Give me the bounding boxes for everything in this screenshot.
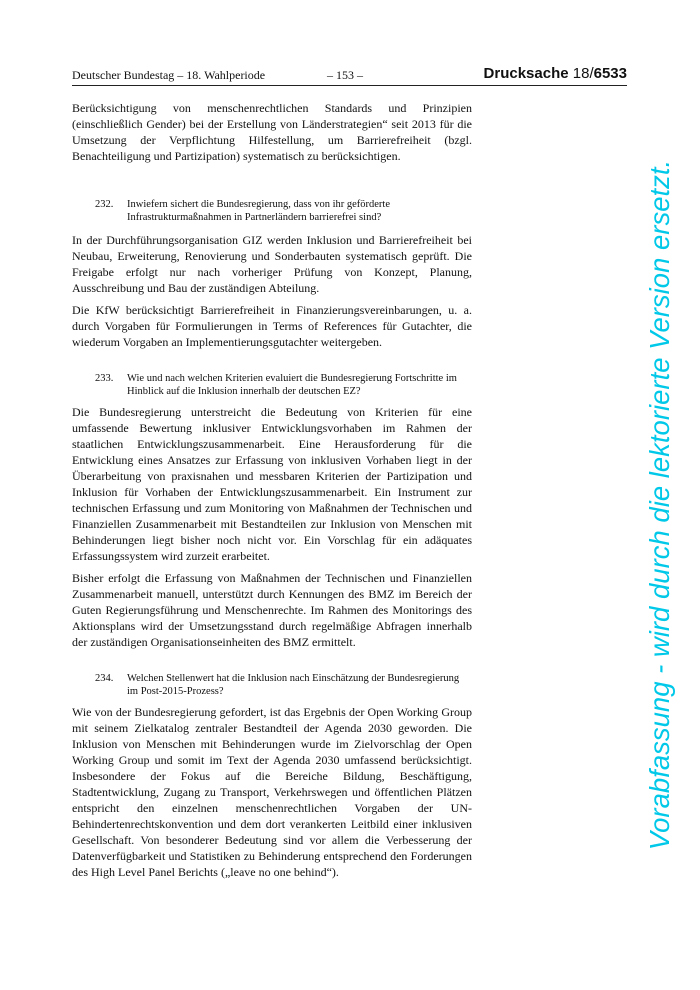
page-header <box>72 65 627 84</box>
header-doc-prefix: 18/ <box>572 65 594 82</box>
question-number: 234. <box>95 673 114 684</box>
question-number: 232. <box>95 199 114 210</box>
header-doc-label: Drucksache <box>483 65 569 82</box>
header-parliament: Deutscher Bundestag – 18. Wahlperiode <box>72 68 266 82</box>
question-text: Welchen Stellenwert hat die Inklusion nach Einschätzung der Bundesregierung im Post-2015-Prozess? <box>127 673 460 697</box>
watermark-text: Vorabfassung - wird durch die lektorierte Version ersetzt. <box>644 159 675 851</box>
question-number: 233. <box>95 373 114 384</box>
header-rule <box>72 85 627 86</box>
document-body <box>72 100 472 886</box>
question-232 <box>72 198 472 224</box>
paragraph: Bisher erfolgt die Erfassung von Maßnahmen der Technischen und Finanziellen Zusammenarbeit manuell, unterstützt durch Kennungen des BMZ im Bereich der Guten Regierungsführung und Menschenrechte. Im Rahmen des Monitorings des Aktionsplans wird der Umsetzungsstand durch regelmäßige Abfragen innerhalb der zuständigen Organisationseinheiten des BMZ ermittelt. <box>72 571 472 649</box>
header-doc-number: 6533 <box>593 65 627 82</box>
paragraph: Wie von der Bundesregierung gefordert, ist das Ergebnis der Open Working Group mit seinem Zielkatalog zentraler Bestandteil der Agenda 2030 geworden. Die Inklusion von Menschen mit Behinderungen wurde im Zielvorschlag der Open Working Group und somit im Text der Agenda 2030 umfassend berücksichtigt. Insbesondere der Fokus auf die Bereiche Bildung, Beschäftigung, Stadtentwicklung, Zugang zu Transport, Verkehrswegen und öffentlichen Plätzen entspricht den einzelnen menschenrechtlichen Vorgaben der UN-Behindertenrechtskonvention und dem dort verankerten Leitbild einer inklusiven Gesellschaft. Von besonderer Bedeutung sind vor allem die Verbesserung der Datenverfügbarkeit und Statistiken zu Behinderung entsprechend den Forderungen des High Level Panel Berichts („leave no one behind“). <box>72 705 472 879</box>
question-text: Inwiefern sichert die Bundesregierung, dass von ihr geförderte Infrastrukturmaßnahmen in Partnerländern barrierefrei sind? <box>127 199 390 223</box>
header-page-number: – 153 – <box>327 68 363 82</box>
paragraph: Die KfW berücksichtigt Barrierefreiheit in Finanzierungsvereinbarungen, u. a. durch Vorgaben für Formulierungen in Terms of References für Gutachter, die wiederum Vorgaben an Implementierungsgutachter weitergeben. <box>72 303 472 349</box>
draft-watermark <box>640 110 680 900</box>
paragraph: Die Bundesregierung unterstreicht die Bedeutung von Kriterien für eine umfassende Bewertung inklusiver Entwicklungsvorhaben im Rahmen der staatlichen Entwicklungszusammenarbeit. Eine Herausforderung für die Entwicklung eines Ansatzes zur Erfassung von inklusiven Vorhaben liegt in der Überarbeitung von praxisnahen und messbaren Kriterien der Partizipation und Inklusion für Vorhaben der Entwicklungszusammenarbeit. Ein Instrument zur technischen Erfassung und zum Monitoring von Maßnahmen der Technischen und Finanziellen Zusammenarbeit mit Bestandteilen zur Inklusion von Menschen mit Behinderungen liegt bisher noch nicht vor. Ein Vorschlag für ein adäquates Erfassungssystem wird zurzeit erarbeitet. <box>72 405 472 563</box>
paragraph: Berücksichtigung von menschenrechtlichen Standards und Prinzipien (einschließlich Gender) bei der Erstellung von Länderstrategien“ seit 2013 für die Umsetzung der Verpflichtung Hilfestellung, um Barrierefreiheit (bzgl. Benachteiligung und Partizipation) systematisch zu berücksichtigen. <box>72 101 472 163</box>
question-text: Wie und nach welchen Kriterien evaluiert die Bundesregierung Fortschritte im Hinblick auf die Inklusion innerhalb der deutschen EZ? <box>127 373 457 397</box>
header-document-id <box>484 65 627 82</box>
paragraph: In der Durchführungsorganisation GIZ werden Inklusion und Barrierefreiheit bei Neubau, Erweiterung, Renovierung und Sonderbauten systematisch geprüft. Die Freigabe erfolgt nur nach vorheriger Prüfung von Konzept, Planung, Ausschreibung und Bau der zuständigen Abteilung. <box>72 233 472 295</box>
question-234 <box>72 672 472 698</box>
question-233 <box>72 372 472 398</box>
